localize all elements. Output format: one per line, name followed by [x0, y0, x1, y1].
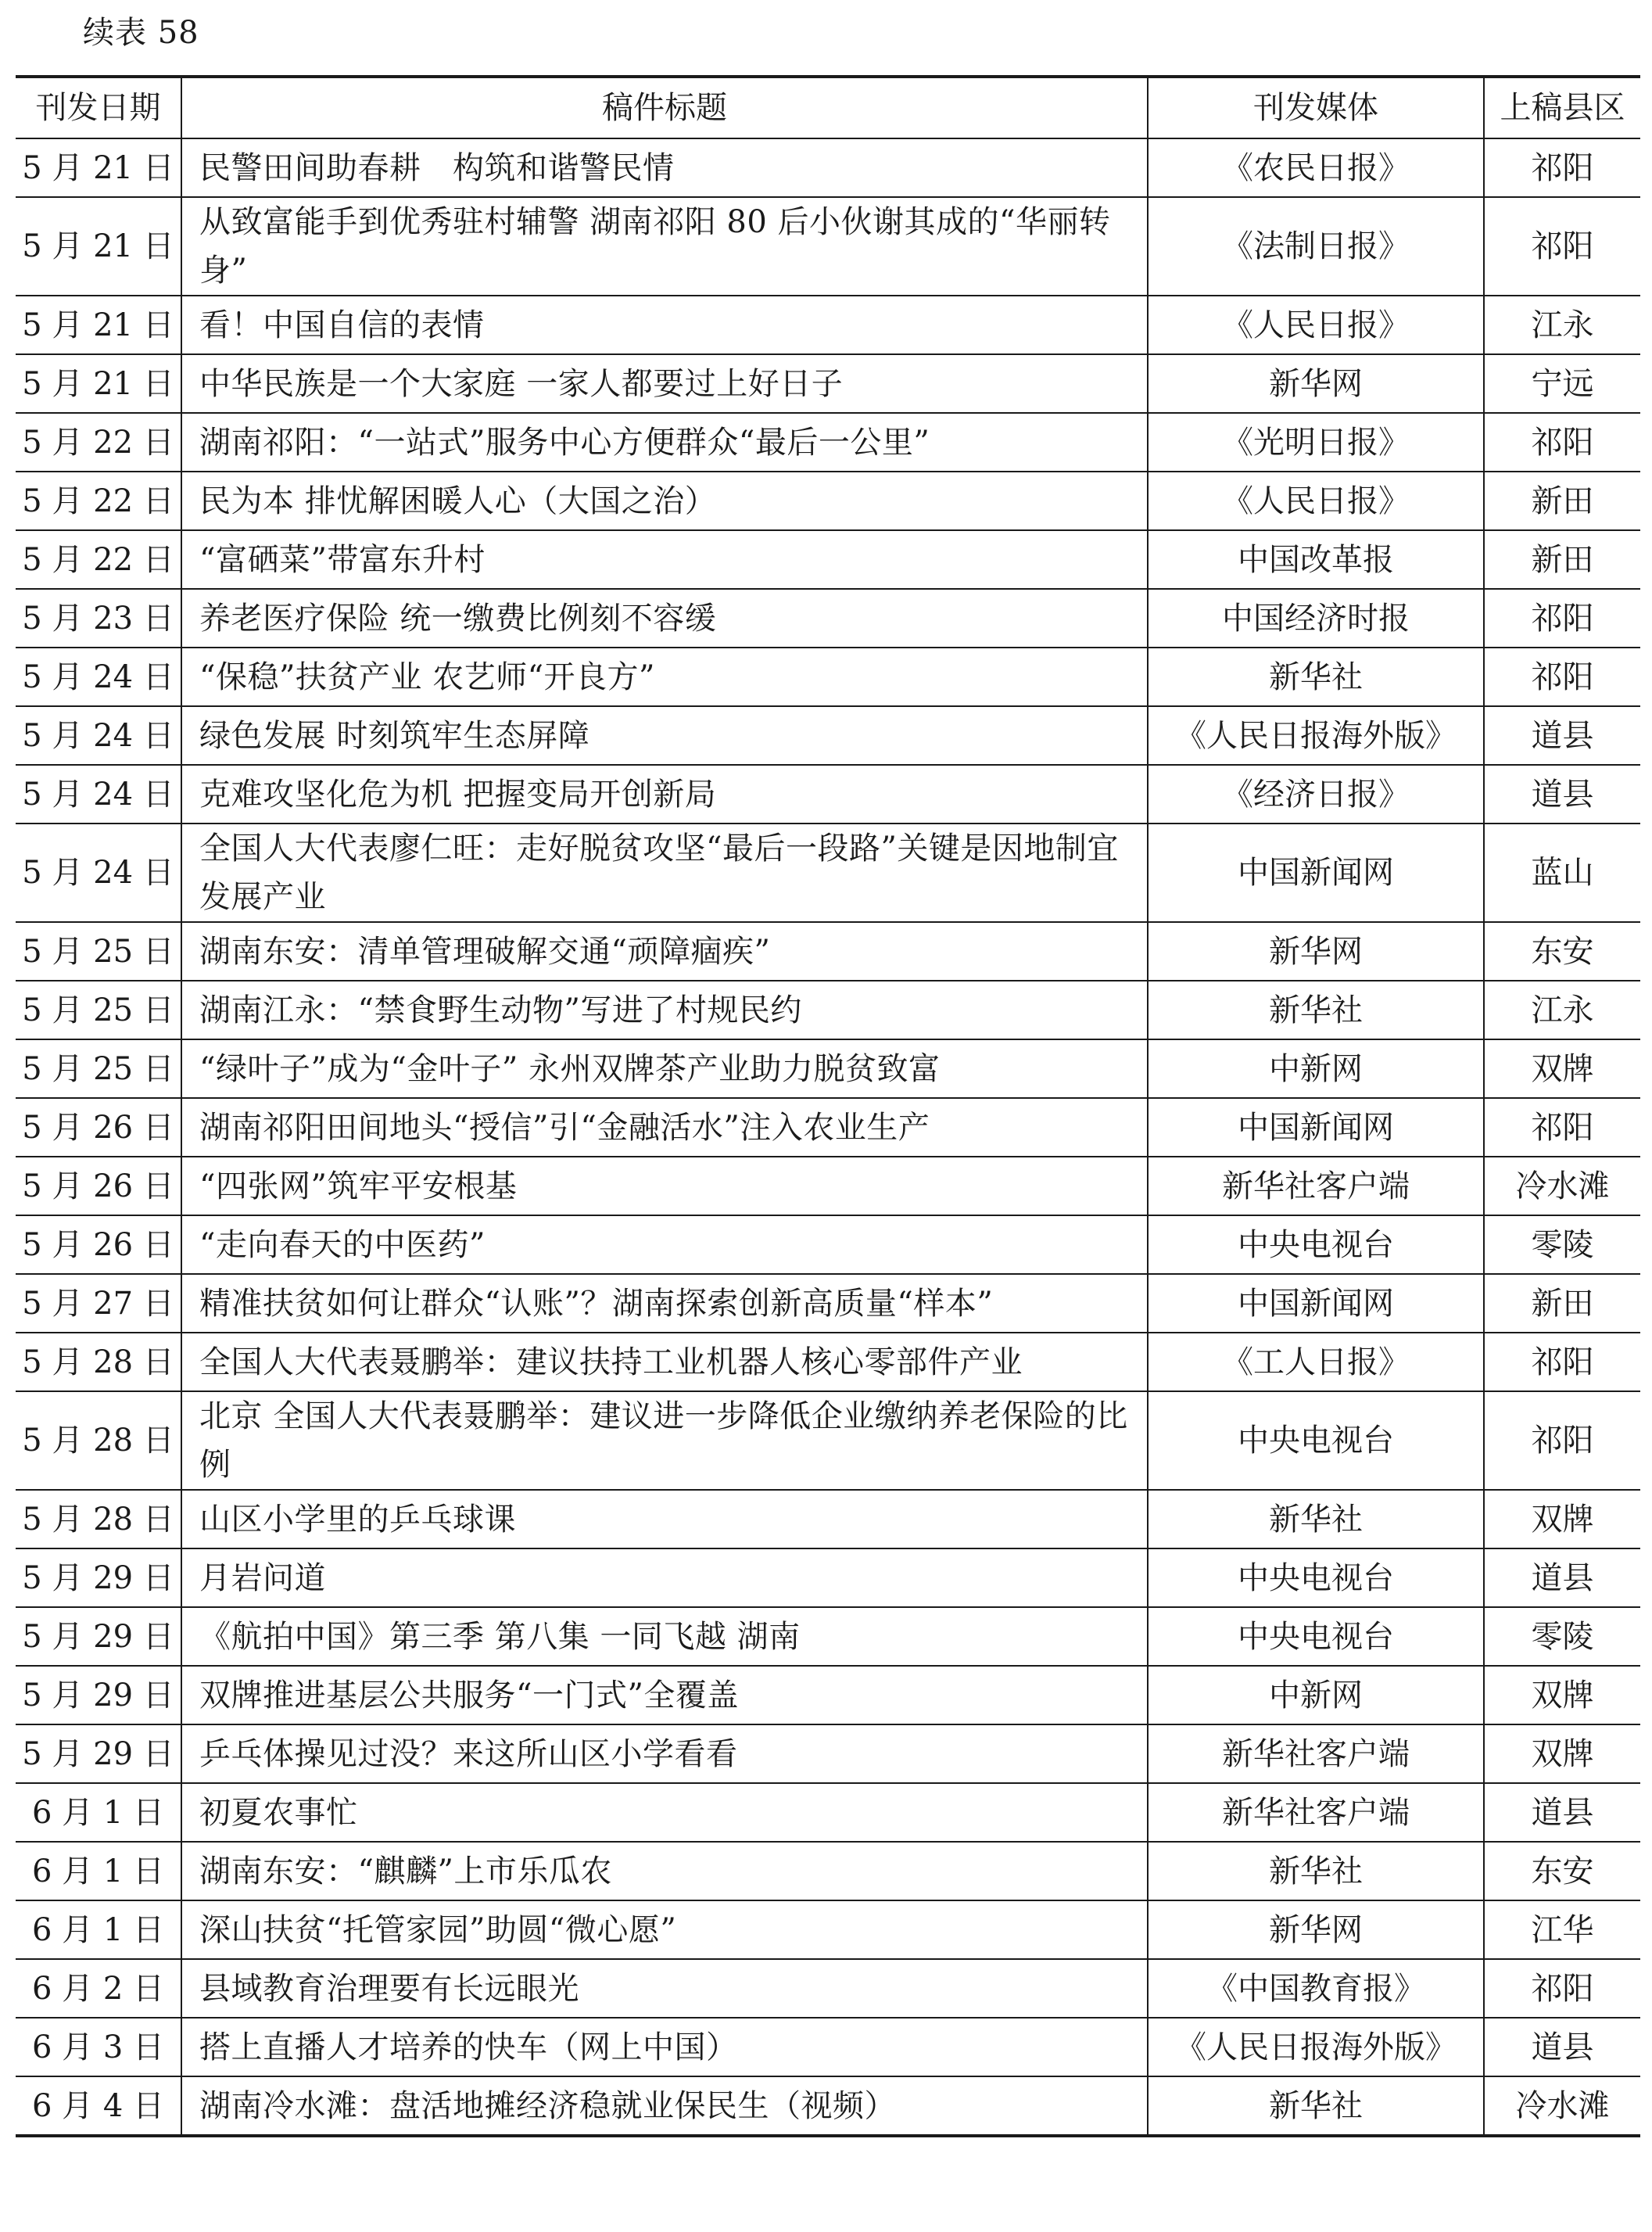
cell-title: 中华民族是一个大家庭 一家人都要过上好日子: [181, 354, 1148, 413]
cell-title: “富硒菜”带富东升村: [181, 530, 1148, 589]
cell-county: 祁阳: [1484, 413, 1640, 472]
table-row: [16, 765, 1640, 824]
cell-title: 《航拍中国》第三季 第八集 一同飞越 湖南: [181, 1607, 1148, 1666]
cell-date: 5 月 25 日: [16, 981, 181, 1039]
table-caption: 续表 58: [83, 15, 199, 51]
cell-media: 新华社客户端: [1148, 1157, 1484, 1215]
header-date: 刊发日期: [16, 77, 181, 138]
cell-date: 6 月 1 日: [16, 1842, 181, 1900]
cell-media: 《法制日报》: [1148, 197, 1484, 296]
cell-media: 中国经济时报: [1148, 589, 1484, 648]
cell-date: 5 月 26 日: [16, 1157, 181, 1215]
cell-county: 道县: [1484, 706, 1640, 765]
cell-date: 5 月 29 日: [16, 1724, 181, 1783]
cell-county: 零陵: [1484, 1215, 1640, 1274]
cell-date: 5 月 25 日: [16, 922, 181, 981]
cell-media: 新华网: [1148, 1900, 1484, 1959]
cell-county: 双牌: [1484, 1490, 1640, 1548]
table-row: [16, 197, 1640, 296]
cell-media: 新华社客户端: [1148, 1783, 1484, 1842]
cell-title: 全国人大代表聂鹏举：建议扶持工业机器人核心零部件产业: [181, 1333, 1148, 1391]
cell-date: 5 月 24 日: [16, 648, 181, 706]
cell-media: 中央电视台: [1148, 1391, 1484, 1490]
cell-county: 冷水滩: [1484, 1157, 1640, 1215]
cell-media: 《经济日报》: [1148, 765, 1484, 824]
cell-date: 6 月 1 日: [16, 1783, 181, 1842]
table-row: [16, 1215, 1640, 1274]
cell-county: 道县: [1484, 1783, 1640, 1842]
cell-date: 5 月 25 日: [16, 1039, 181, 1098]
cell-date: 6 月 3 日: [16, 2018, 181, 2076]
cell-title: 双牌推进基层公共服务“一门式”全覆盖: [181, 1666, 1148, 1724]
cell-county: 道县: [1484, 1548, 1640, 1607]
cell-title: 搭上直播人才培养的快车（网上中国）: [181, 2018, 1148, 2076]
cell-media: 新华网: [1148, 922, 1484, 981]
cell-media: 新华社客户端: [1148, 1724, 1484, 1783]
table-row: [16, 1842, 1640, 1900]
cell-date: 6 月 2 日: [16, 1959, 181, 2018]
cell-media: 新华社: [1148, 1490, 1484, 1548]
table-row: [16, 1607, 1640, 1666]
table-row: [16, 1666, 1640, 1724]
cell-date: 6 月 1 日: [16, 1900, 181, 1959]
cell-county: 祁阳: [1484, 1959, 1640, 2018]
table-row: [16, 1548, 1640, 1607]
cell-county: 祁阳: [1484, 648, 1640, 706]
cell-date: 5 月 21 日: [16, 138, 181, 197]
header-media: 刊发媒体: [1148, 77, 1484, 138]
cell-title: 从致富能手到优秀驻村辅警 湖南祁阳 80 后小伙谢其成的“华丽转身”: [181, 197, 1148, 296]
cell-title: 湖南冷水滩：盘活地摊经济稳就业保民生（视频）: [181, 2076, 1148, 2136]
cell-title: 民警田间助春耕 构筑和谐警民情: [181, 138, 1148, 197]
cell-date: 5 月 28 日: [16, 1391, 181, 1490]
cell-title: 湖南祁阳：“一站式”服务中心方便群众“最后一公里”: [181, 413, 1148, 472]
cell-title: 湖南东安：清单管理破解交通“顽障痼疾”: [181, 922, 1148, 981]
cell-title: “绿叶子”成为“金叶子” 永州双牌茶产业助力脱贫致富: [181, 1039, 1148, 1098]
cell-county: 道县: [1484, 2018, 1640, 2076]
cell-media: 《光明日报》: [1148, 413, 1484, 472]
cell-title: 绿色发展 时刻筑牢生态屏障: [181, 706, 1148, 765]
cell-media: 中央电视台: [1148, 1215, 1484, 1274]
cell-date: 5 月 22 日: [16, 413, 181, 472]
cell-media: 新华社: [1148, 981, 1484, 1039]
table-row: [16, 1274, 1640, 1333]
table-row: [16, 1391, 1640, 1490]
table-row: [16, 472, 1640, 530]
cell-county: 江永: [1484, 296, 1640, 354]
cell-county: 道县: [1484, 765, 1640, 824]
table-row: [16, 824, 1640, 922]
cell-title: 山区小学里的乒乓球课: [181, 1490, 1148, 1548]
table-row: [16, 413, 1640, 472]
cell-media: 中央电视台: [1148, 1607, 1484, 1666]
cell-date: 5 月 27 日: [16, 1274, 181, 1333]
table-row: [16, 530, 1640, 589]
cell-county: 祁阳: [1484, 138, 1640, 197]
cell-date: 5 月 29 日: [16, 1666, 181, 1724]
cell-title: 民为本 排忧解困暖人心（大国之治）: [181, 472, 1148, 530]
cell-county: 祁阳: [1484, 1098, 1640, 1157]
cell-county: 新田: [1484, 472, 1640, 530]
cell-date: 5 月 24 日: [16, 706, 181, 765]
cell-title: 月岩问道: [181, 1548, 1148, 1607]
cell-title: 精准扶贫如何让群众“认账”？湖南探索创新高质量“样本”: [181, 1274, 1148, 1333]
cell-title: 看！中国自信的表情: [181, 296, 1148, 354]
cell-media: 《人民日报》: [1148, 472, 1484, 530]
cell-title: 北京 全国人大代表聂鹏举：建议进一步降低企业缴纳养老保险的比例: [181, 1391, 1148, 1490]
cell-media: 新华社: [1148, 2076, 1484, 2136]
cell-county: 祁阳: [1484, 197, 1640, 296]
table-row: [16, 1900, 1640, 1959]
cell-media: 新华网: [1148, 354, 1484, 413]
cell-county: 双牌: [1484, 1724, 1640, 1783]
table-row: [16, 1959, 1640, 2018]
cell-media: 《工人日报》: [1148, 1333, 1484, 1391]
cell-title: 养老医疗保险 统一缴费比例刻不容缓: [181, 589, 1148, 648]
cell-date: 5 月 26 日: [16, 1215, 181, 1274]
cell-county: 江永: [1484, 981, 1640, 1039]
table-row: [16, 1098, 1640, 1157]
cell-media: 中新网: [1148, 1039, 1484, 1098]
cell-county: 蓝山: [1484, 824, 1640, 922]
cell-county: 双牌: [1484, 1039, 1640, 1098]
cell-county: 零陵: [1484, 1607, 1640, 1666]
table-header-row: [16, 77, 1640, 138]
cell-title: 克难攻坚化危为机 把握变局开创新局: [181, 765, 1148, 824]
cell-media: 《人民日报海外版》: [1148, 706, 1484, 765]
table-row: [16, 981, 1640, 1039]
cell-media: 中国新闻网: [1148, 824, 1484, 922]
cell-county: 新田: [1484, 530, 1640, 589]
table-row: [16, 1039, 1640, 1098]
table-row: [16, 589, 1640, 648]
cell-title: “保稳”扶贫产业 农艺师“开良方”: [181, 648, 1148, 706]
cell-date: 5 月 24 日: [16, 824, 181, 922]
table-row: [16, 1333, 1640, 1391]
cell-media: 新华社: [1148, 1842, 1484, 1900]
cell-title: “四张网”筑牢平安根基: [181, 1157, 1148, 1215]
cell-title: 深山扶贫“托管家园”助圆“微心愿”: [181, 1900, 1148, 1959]
cell-date: 5 月 29 日: [16, 1548, 181, 1607]
cell-county: 冷水滩: [1484, 2076, 1640, 2136]
cell-county: 祁阳: [1484, 1333, 1640, 1391]
table-row: [16, 706, 1640, 765]
table-row: [16, 2018, 1640, 2076]
table-row: [16, 1724, 1640, 1783]
header-title: 稿件标题: [181, 77, 1148, 138]
table-row: [16, 354, 1640, 413]
cell-county: 新田: [1484, 1274, 1640, 1333]
cell-media: 《人民日报》: [1148, 296, 1484, 354]
cell-title: 湖南东安：“麒麟”上市乐瓜农: [181, 1842, 1148, 1900]
cell-media: 中国新闻网: [1148, 1098, 1484, 1157]
cell-media: 中新网: [1148, 1666, 1484, 1724]
table-row: [16, 922, 1640, 981]
cell-date: 5 月 21 日: [16, 197, 181, 296]
cell-media: 新华社: [1148, 648, 1484, 706]
table-row: [16, 2076, 1640, 2136]
cell-date: 5 月 23 日: [16, 589, 181, 648]
cell-title: 县域教育治理要有长远眼光: [181, 1959, 1148, 2018]
table-row: [16, 1783, 1640, 1842]
cell-county: 宁远: [1484, 354, 1640, 413]
cell-date: 5 月 22 日: [16, 472, 181, 530]
cell-date: 5 月 28 日: [16, 1490, 181, 1548]
cell-date: 5 月 24 日: [16, 765, 181, 824]
cell-media: 中国新闻网: [1148, 1274, 1484, 1333]
cell-county: 双牌: [1484, 1666, 1640, 1724]
cell-media: 《农民日报》: [1148, 138, 1484, 197]
cell-title: 乒乓体操见过没？来这所山区小学看看: [181, 1724, 1148, 1783]
cell-media: 中国改革报: [1148, 530, 1484, 589]
cell-date: 5 月 22 日: [16, 530, 181, 589]
cell-title: 全国人大代表廖仁旺：走好脱贫攻坚“最后一段路”关键是因地制宜发展产业: [181, 824, 1148, 922]
table-row: [16, 1490, 1640, 1548]
header-county: 上稿县区: [1484, 77, 1640, 138]
cell-title: 湖南江永：“禁食野生动物”写进了村规民约: [181, 981, 1148, 1039]
cell-county: 祁阳: [1484, 589, 1640, 648]
cell-title: “走向春天的中医药”: [181, 1215, 1148, 1274]
table-row: [16, 648, 1640, 706]
cell-date: 5 月 29 日: [16, 1607, 181, 1666]
cell-media: 中央电视台: [1148, 1548, 1484, 1607]
cell-county: 东安: [1484, 1842, 1640, 1900]
cell-date: 5 月 21 日: [16, 296, 181, 354]
cell-media: 《人民日报海外版》: [1148, 2018, 1484, 2076]
cell-title: 湖南祁阳田间地头“授信”引“金融活水”注入农业生产: [181, 1098, 1148, 1157]
cell-county: 祁阳: [1484, 1391, 1640, 1490]
table-row: [16, 1157, 1640, 1215]
cell-date: 5 月 21 日: [16, 354, 181, 413]
cell-county: 江华: [1484, 1900, 1640, 1959]
cell-date: 6 月 4 日: [16, 2076, 181, 2136]
cell-county: 东安: [1484, 922, 1640, 981]
table-row: [16, 296, 1640, 354]
cell-date: 5 月 26 日: [16, 1098, 181, 1157]
table-row: [16, 138, 1640, 197]
cell-date: 5 月 28 日: [16, 1333, 181, 1391]
press-table: [16, 75, 1640, 2137]
cell-media: 《中国教育报》: [1148, 1959, 1484, 2018]
cell-title: 初夏农事忙: [181, 1783, 1148, 1842]
